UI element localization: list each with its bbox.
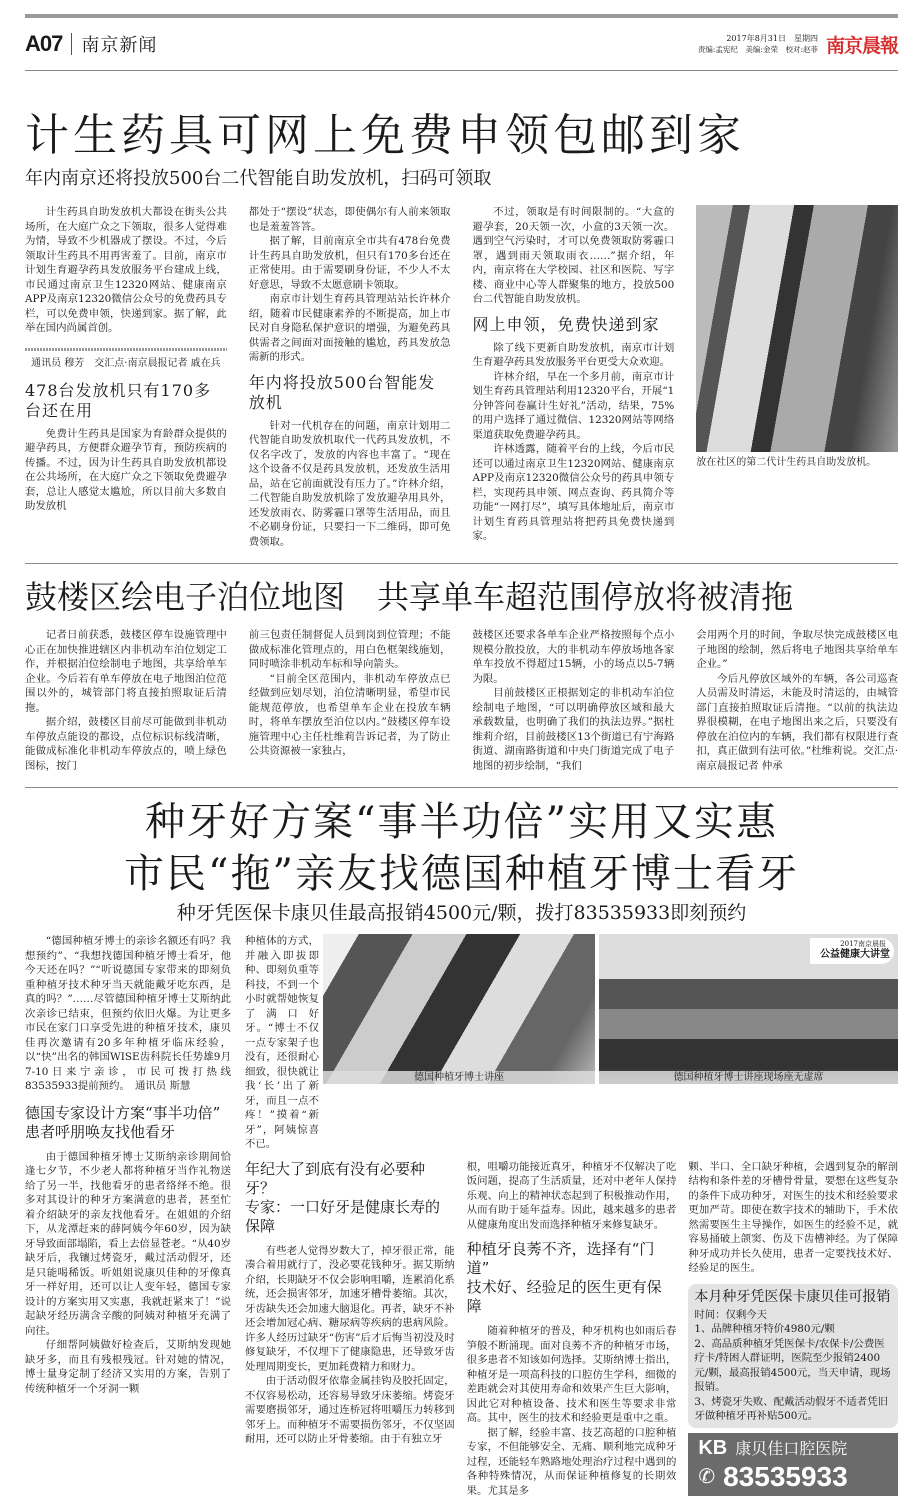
divider bbox=[71, 33, 72, 55]
paragraph: 免费计生药具是国家为育龄群众提供的避孕药具，方便群众避孕节育，预防疾病的传播。不过，因为计生药具自助发放机都设在公共场所，在大庭广众之下领取免费避孕套，总让人感觉太尴尬，所以目前大多数自助发放机 bbox=[25, 427, 227, 512]
promo-box bbox=[688, 1284, 898, 1428]
paragraph: 许林透露，随着平台的上线，今后市民还可以通过南京卫生12320网站、健康南京APP及南京12320微信公众号的药具申领专栏，实现药具申领、网点查询、药具简介等功能“一网打尽”，填写具体地址后，南京市计划生育药具管理站将把药具免费快递到家。 bbox=[472, 443, 675, 542]
section-title: 专家：一口好牙是健康长寿的保障 bbox=[245, 1197, 441, 1235]
article3-lower-row bbox=[245, 1160, 898, 1499]
article3-body bbox=[25, 934, 898, 1498]
paragraph: 有些老人觉得岁数大了，掉牙很正常，能凑合着用就行了，没必要花钱种牙。据艾斯纳介绍，长期缺牙不仅会影响咀嚼，连累消化系统，还会损害邻牙，加速牙槽骨萎缩。其次，牙齿缺失还会加速大脑退化。再者，缺牙不补还会增加冠心病、糖尿病等疾病的患病风险。许多人经历过缺牙“伤害”后才后悔当初没及时修复缺牙，不仅埋下了健康隐患，还导致牙齿处理周期变长，更加耗费精力和财力。 bbox=[245, 1244, 455, 1373]
article1-column-1 bbox=[25, 205, 227, 514]
paragraph: 由于德国种植牙博士艾斯纳亲诊期间恰逢七夕节，不少老人都将种植牙当作礼物送给了另一半，找他看牙的患者络绎不绝。很多对其设计的种牙方案满意的患者，甚至忙着介绍缺牙的亲友找他看牙。在姐姐的介绍下，从龙潭赶来的薛阿姨今年60岁，因为缺牙导致面部塌陷，看上去倍显苍老。“从40岁缺牙后，我镶过烤瓷牙，戴过活动假牙，还是只能喝稀饭。听姐姐说康贝佳种的牙像真牙一样好用，还可以让人变年轻，德国专家设计的方案实用又实惠，我就赶紧来了！”说起缺牙经历满含辛酸的阿姨对种植牙充满了向往。 bbox=[25, 1150, 231, 1337]
hospital-logo-mark: KB bbox=[698, 1436, 728, 1459]
paragraph: 记者日前获悉，鼓楼区停车设施管理中心正在加快推进辖区内非机动车泊位划定工作，并根据泊位绘制电子地图，共享给单车企业。今后若有单车停放在电子地图泊位范围以外的，城管部门将直接拍照取证后清拖。 bbox=[25, 629, 227, 714]
paragraph: 除了线下更新自助发放机，南京市计划生育避孕药具发放服务平台更受大众欢迎。 bbox=[472, 341, 675, 368]
byline: 通讯员 穆芳 交汇点·南京晨报记者 戚在兵 bbox=[31, 357, 221, 369]
article3-column-2 bbox=[245, 1160, 455, 1447]
paragraph: 由于活动假牙依靠金属挂钩及胶托固定，不仅容易松动，还容易导致牙床萎缩。烤瓷牙需要磨损邻牙，通过连桥冠将咀嚼压力转移到邻牙上。而种植牙不需要损伤邻牙，不仅坚固耐用，还可以防止牙骨萎缩。由于有独立牙 bbox=[245, 1375, 455, 1445]
badge-title: 公益健康大讲堂 bbox=[820, 949, 890, 960]
promo-item: 2、高品质种植牙凭医保卡/农保卡/公费医疗卡/特困人群证明，医院至少报销2400元/颗，最高报销4500元，当天申请，现场报销。 bbox=[694, 1337, 891, 1393]
paragraph: 许林介绍，早在一个多月前，南京市计划生育药具管理站利用12320平台，开展“1分钟答问卷赢计生好礼”活动，结果，75%的用户选择了通过微信、12320网站等网络渠道获取免费避孕药具。 bbox=[472, 370, 675, 441]
paragraph: “目前全区范围内，非机动车停放点已经做到应划尽划，泊位清晰明显，希望市民能规范停放，也希望单车企业在投放车辆时，将单车摆放至泊位以内。”鼓楼区停车设施管理中心主任杜维莉告诉记者，为了防止公共资源被一家独占， bbox=[248, 672, 451, 757]
paragraph: 针对一代机存在的问题，南京计划用二代智能自助发放机取代一代药具发放机，不仅名字改了，发放的内容也丰富了。“现在这个设备不仅是药具发放机，还发放生活用品，站在它前面就没有压力了。”许林介绍，二代智能自助发放机除了发放避孕用具外，还发放雨衣、防雾霾口罩等生活用品，而且不必刷身份证，只要扫一下二维码，即可免费领取。 bbox=[248, 419, 451, 548]
hospital-banner bbox=[688, 1433, 898, 1496]
article3-right bbox=[245, 934, 898, 1498]
issue-meta bbox=[698, 33, 818, 55]
divider bbox=[25, 70, 898, 71]
article3-top-row bbox=[245, 934, 898, 1152]
paragraph: 随着种植牙的普及，种牙机构也如雨后春笋般不断涌现。面对良莠不齐的种植牙市场，很多患者不知该如何选择。艾斯纳博士指出，种植牙是一项高科技的口腔仿生学科，细微的差距就会对其使用寿命和效果产生巨大影响，因此它对种植设备、技术和医生等要求非常高。其中，医生的技术和经验更是重中之重。 bbox=[466, 1325, 677, 1424]
masthead-right bbox=[698, 31, 898, 58]
issue-date: 2017年8月31日 星期四 bbox=[726, 34, 818, 43]
article1-column-3 bbox=[473, 205, 675, 544]
vending-machine-photo bbox=[696, 205, 898, 452]
section-title: 患者呼朋唤友找他看牙 bbox=[25, 1122, 176, 1141]
article3-column-4 bbox=[688, 1160, 898, 1496]
lecture-photo bbox=[323, 934, 595, 1084]
newspaper-logo: 南京晨報 bbox=[825, 34, 898, 57]
article1-subheadline: 年内南京还将投放500台二代智能自助发放机，扫码可领取 bbox=[25, 168, 492, 189]
paragraph: 计生药具自助发放机大都设在街头公共场所，在大庭广众之下领取，很多人觉得难为情，导致不少机器成了摆设。不过，今后领取计生药具不用再害羞了。目前，南京市计划生育避孕药具发放服务平台建成上线，市民通过南京卫生12320网站、健康南京APP及南京12320微信公众号的免费药具专栏，可以免费申领，快递到家。据了解，此举在国内尚属首创。 bbox=[25, 206, 227, 334]
article1-headline: 计生药具可网上免费申领包邮到家 bbox=[25, 110, 745, 161]
hospital-banner-top bbox=[698, 1436, 888, 1462]
article3-subheadline: 种牙凭医保卡康贝佳最高报销4500元/颗，拨打83535933即刻预约 bbox=[176, 902, 747, 924]
divider bbox=[25, 563, 898, 564]
section-name: 南京新闻 bbox=[81, 35, 158, 56]
article2-body bbox=[25, 628, 898, 773]
paragraph: 仔细帮阿姨做好检查后，艾斯纳发现她缺牙多，而且有残根残冠。针对她的情况，博士量身定制了经济又实用的方案，告别了传统种植牙一个牙洞一颗 bbox=[25, 1339, 231, 1395]
hospital-name: 康贝佳口腔医院 bbox=[735, 1440, 848, 1458]
health-lecture-badge bbox=[810, 938, 894, 964]
page-number: A07 bbox=[25, 31, 63, 56]
promo-time: 时间：仅剩今天 bbox=[694, 1308, 768, 1321]
badge-year: 2017南京晨报 bbox=[840, 940, 886, 948]
hospital-phone: 83535933 bbox=[723, 1460, 848, 1492]
paragraph: 鼓楼区还要求各单车企业严格按照每个点小规模分散投放，大的非机动车停放场地各家单车投放不得超过15辆，小的场点以5-7辆为限。 bbox=[472, 629, 675, 685]
article2-column-4 bbox=[696, 628, 898, 773]
hospital-banner-bottom bbox=[698, 1462, 888, 1492]
paragraph: 前三包责任制督促人员到岗到位管理；不能做成标准化管理点的，用白色框架线施划，同时喷涂非机动车标和导向箭头。 bbox=[248, 629, 451, 670]
article2-headline: 鼓楼区绘电子泊位地图 共享单车超范围停放将被清拖 bbox=[25, 578, 794, 616]
article3-column-2-top bbox=[245, 934, 319, 1152]
promo-title: 本月种牙凭医保卡康贝佳可报销 bbox=[694, 1288, 891, 1305]
section-title: 网上申领，免费快递到家 bbox=[472, 314, 660, 334]
section-title: 年纪大了到底有没有必要种牙？ bbox=[245, 1159, 426, 1197]
article2-column-2 bbox=[249, 628, 451, 759]
top-border bbox=[25, 14, 898, 18]
article3-column-3 bbox=[467, 1160, 677, 1499]
photo-caption: 放在社区的第二代计生药具自助发放机。 bbox=[696, 457, 877, 468]
article3-headline-line1: 种牙好方案“事半功倍”实用又实惠 bbox=[145, 799, 778, 845]
article2-column-1 bbox=[25, 628, 227, 773]
paragraph: 不过，领取是有时间限制的。“大盒的避孕套，20天领一次，小盒的3天领一次。遇到空气污染时，才可以免费领取防雾霾口罩，遇到雨天领取雨衣……”据介绍，年内，南京将在大学校园、社区和医院、写字楼、商业中心等人群聚集的地方，投放500台二代智能自助发放机。 bbox=[472, 206, 675, 305]
promo-item: 1、品牌种植牙特价4980元/颗 bbox=[694, 1323, 835, 1335]
article3-headline-line2: 市民“拖”亲友找德国种植牙博士看牙 bbox=[124, 851, 799, 897]
divider bbox=[25, 348, 227, 351]
paragraph: 目前鼓楼区正根据划定的非机动车泊位绘制电子地图，“可以明确停放区域和最大承载数量，也明确了我们的执法边界。”据杜维莉介绍，目前鼓楼区13个街道已有宁海路街道、湖南路街道和中央门街道完成了电子地图的初步绘制，“我们 bbox=[472, 687, 675, 772]
audience-photo bbox=[599, 934, 898, 1084]
paragraph: 据介绍，鼓楼区目前尽可能做到非机动车停放点能设的都设，点位标识标线清晰，能做成标准化非机动车停放点的，喷上绿色图标，按门 bbox=[25, 716, 227, 772]
article1-photo-column bbox=[696, 205, 898, 469]
section-title: 德国专家设计方案“事半功倍” bbox=[25, 1103, 221, 1122]
article1-body bbox=[25, 205, 898, 549]
section-title: 技术好、经验足的医生更有保障 bbox=[466, 1278, 662, 1315]
editor-credits: 责编:孟宪纪 美编:金荣 校对:赵菲 bbox=[697, 45, 818, 54]
paragraph: 今后凡停放区域外的车辆，各公司巡查人员需及时清运，未能及时清运的，由城管部门直接拍照取证后清拖。“以前的执法边界很模糊，在电子地图出来之后，只要没有停放在泊位内的车辆，我们都有权限进行查扣，真正做到有法可依。”杜维莉说。交汇点·南京晨报记者 仲承 bbox=[696, 672, 898, 772]
paragraph: 根，咀嚼功能接近真牙，种植牙不仅解决了吃饭问题，提高了生活质量，还对中老年人保持乐观、向上的精神状态起到了积极推动作用，从而有助于延年益寿。因此，越来越多的患者从健康角度出发而选择种植牙来修复缺牙。 bbox=[466, 1160, 677, 1231]
section-title: 种植牙良莠不齐，选择有“门道” bbox=[466, 1240, 655, 1277]
paragraph: 会用两个月的时间，争取尽快完成鼓楼区电子地图的绘制，然后将电子地图共享给单车企业。” bbox=[696, 629, 898, 670]
section-title: 年内将投放500台智能发放机 bbox=[248, 372, 436, 412]
paragraph: 都处于“摆设”状态，即使偶尔有人前来领取也是羞羞答答。 bbox=[248, 206, 451, 233]
article1-column-2 bbox=[249, 205, 451, 549]
article2-column-3 bbox=[473, 628, 675, 773]
section-title: 478台发放机只有170多台还在用 bbox=[25, 380, 212, 420]
phone-icon: ✆ bbox=[698, 1465, 716, 1488]
paragraph: 种植体的方式，并融入即拔即种、即刻负重等科技，不到一个小时就帮她恢复了满口好牙。“博士不仅一点专家架子也没有，还很耐心细致，很快就让我‘长’出了新牙，而且一点不疼！”摸着“新牙”，阿姨惊喜不已。 bbox=[245, 935, 319, 1150]
paragraph: 据了解，目前南京全市共有478台免费计生药具自助发放机，但只有170多台还在正常使用。由于需要刷身份证，不少人不太好意思，导致不太愿意刷卡领取。 bbox=[248, 235, 451, 291]
paragraph: “德国种植牙博士的亲诊名额还有吗？我想预约”、“我想找德国种植牙博士看牙，他今天还在吗？”“听说德国专家带来的即刻负重种植牙技术种牙当天就能戴牙吃东西，是真的吗？”……尽管德国种植牙博士艾斯纳此次亲诊已结束，但预约依旧火爆。为让更多市民在家门口享受先进的种植牙技术，康贝佳再次邀请有20多年种植牙临床经验，以“快”出名的韩国WISE齿科院长任势雄9月7-10日来宁亲诊，市民可拨打热线83535933提前预约。 通讯员 斯慧 bbox=[25, 935, 231, 1092]
promo-item: 3、烤瓷牙失败、配戴活动假牙不适者凭旧牙做种植牙再补贴500元。 bbox=[694, 1395, 888, 1422]
article3-column-1 bbox=[25, 934, 231, 1396]
paragraph: 南京市计划生育药具管理站站长许林介绍，随着市民健康素养的不断提高，加上市民对自身隐私保护意识的增强，为避免药具供需者之间面对面接触的尴尬，药具发放急需新的形式。 bbox=[248, 293, 451, 363]
photo-caption: 德国种植牙博士讲座现场座无虚席 bbox=[599, 1071, 898, 1084]
paragraph: 颗、半口、全口缺牙种植，会遇到复杂的解剖结构和条件差的牙槽骨骨量，要想在这些复杂的条件下成功种牙，对医生的技术和经验要求更加严苛。即使在数字技术的辅助下，手术依然需要医生主导操作，如医生的经验不足，就容易捅破上颌窦、伤及下齿槽神经。为了保障种牙成功并长久使用，患者一定要找技术好、经验足的医生。 bbox=[688, 1160, 899, 1274]
divider bbox=[25, 787, 898, 788]
paragraph: 据了解，经验丰富、技艺高超的口腔种植专家，不但能够安全、无痛、顺利地完成种牙过程，还能轻车熟路地处理治疗过程中遇到的各种特殊情况，从而保证种植修复的长期效果。尤其是多 bbox=[466, 1426, 677, 1497]
masthead bbox=[25, 24, 898, 64]
photo-caption: 德国种植牙博士讲座 bbox=[323, 1071, 595, 1084]
